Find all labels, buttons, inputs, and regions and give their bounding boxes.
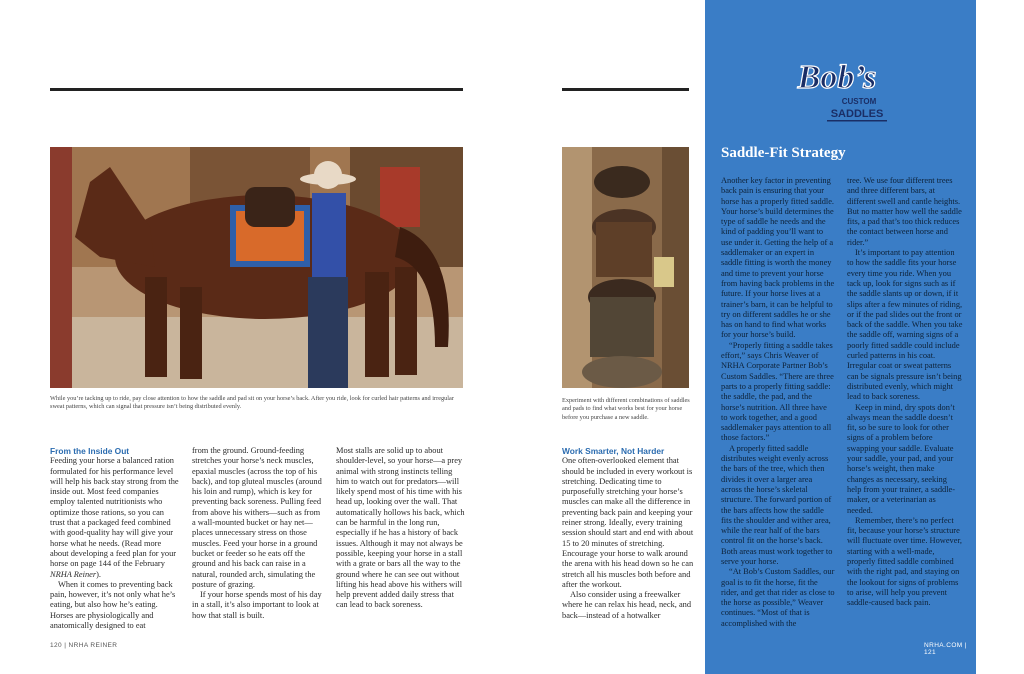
paragraph: It’s important to pay attention to how the saddle fits your horse every time you ride. When you tack up, look for signs such as if the saddle slants up or down, if it slips after a few minutes of riding, or if the pad slides out the front or back of the saddle. When you take the saddle off, warning signs of a poorly fitted saddle could include curled patterns in his coat. Irregular coat or sweat patterns can be signals pressure isn’t being distributed evenly, which might lead to back soreness. [847,248,963,402]
saddle-photo-caption: Experiment with different combinations of saddles and pads to find what works best for your horse before you purchase a new saddle. [562,397,690,421]
section-heading-inside-out: From the Inside Out [50,446,130,456]
paragraph: If your horse spends most of his day in a stall, it’s also important to look at how that stall is built. [192,590,322,620]
article-column-1 [50,446,180,631]
article-column-3 [336,446,466,611]
logo-underline [827,120,887,122]
paragraph: One often-overlooked element that should be included in every workout is stretching. Dedicating time to purposefully stretching your horse’s muscles can make all the difference in preventing back pain and keeping your reiner strong. Ideally, every training session should start and end with about 15 to 20 minutes of stretching. Encourage your horse to walk around the arena with his head down so he can stretch all his muscles both before and after the workout. [562,456,694,589]
paragraph: Also consider using a freewalker where he can relax his head, neck, and back—instead of a hotwalker [562,590,692,620]
logo-custom: CUSTOM [841,97,877,106]
top-rule-left [50,88,463,91]
horse-photo-illustration [50,147,463,388]
article-column-4 [562,446,694,621]
horse-saddling-photo [50,147,463,388]
saddle-photo-illustration [562,147,689,388]
magazine-reference: NRHA Reiner [50,569,97,579]
paragraph: “Properly fitting a saddle takes effort,” says Chris Weaver of NRHA Corporate Partner Bob’s Custom Saddles. “There are three parts to a properly fitting saddle: the saddle, the pad, and the horse’s nutrition. All three have to work together, and a good saddlemaker pays attention to all those factors.” [721,340,834,443]
paragraph: from the ground. Ground-feeding stretches your horse’s neck muscles, epaxial muscles (across the top of his back), and top gluteal muscles (around his loin and rump), which is key for preventing back soreness. Pulling feed from above his withers—such as from a wall-mounted bucket or hay net—places unnecessary stress on those muscles. Feed your horse in a ground bucket or feeder so he eats off the ground and his back can raise in a natural, rounded arch, simulating the posture of grazing. [192,446,322,589]
paragraph: Keep in mind, dry spots don’t always mean the saddle doesn’t fit, so be sure to look for other signs of a problem before swapping your saddle. Evaluate your saddle, your pad, and your horse’s weight, then make changes as necessary, seeking help from your trainer, a saddle-maker, or a veterinarian as needed. [847,402,956,515]
sidebar-column-1 [721,176,835,629]
article-column-2 [192,446,324,621]
paragraph: Most stalls are solid up to about shoulder-level, so your horse—a prey animal with strong instincts telling him to watch out for predators—will likely spend most of his time with his head up, looking over the wall. That automatically hollows his back, which can be harmful in the long run, especially if he has a history of back issues. Although it may not always be possible, keeping your horse in a stall with a grate or bars all the way to the ground where he can see out without lifting his head above his withers will help prevent added daily stress that can lead to back soreness. [336,446,465,610]
sidebar-title: Saddle-Fit Strategy [721,145,846,161]
paragraph: When it comes to preventing back pain, however, it’s not only what he’s eating, but also how he’s eating. Horses are physiologically and anatomically designed to eat [50,579,176,631]
logo-wordmark: Bob’s [797,59,877,96]
left-page-folio: 120 | NRHA REINER [50,642,118,649]
section-heading-work-smarter: Work Smarter, Not Harder [562,446,665,456]
right-page-folio: NRHA.COM | 121 [924,642,967,656]
top-rule-right [562,88,689,91]
bobs-custom-saddles-logo [787,52,887,127]
sidebar-column-2 [847,176,963,608]
paragraph-text: ). [96,569,102,579]
saddle-fit-sidebar [705,0,976,674]
paragraph: Remember, there’s no perfect fit, because your horse’s structure will fluctuate over time. However, starting with a well-made, properly fitted saddle combined with the right pad, and staying on the lookout for signs of problems to arise, will help you prevent saddle-caused back pain. [847,515,963,608]
horse-photo-caption: While you’re tacking up to ride, pay close attention to how the saddle and pad sit on your horse’s back. After you ride, look for curled hair patterns and irregular sweat patterns, which can signal that pressure isn’t being distributed evenly. [50,395,454,411]
paragraph-text: Feeding your horse a balanced ration formulated for his performance level will help his back stay strong from the inside out. Most feed companies employ talented nutritionists who optimize those rations, so you can trust that a packaged feed combined with good-quality hay will give your horse what he needs. (Read more about developing a feed plan for your horse on page 144 of the February [50,456,179,569]
paragraph: tree. We use four different trees and three different bars, at different swell and cantle heights. But no matter how well the saddle fits, a pad that’s too thick reduces the contact between horse and rider.” [847,176,962,247]
paragraph: Another key factor in preventing back pain is ensuring that your horse has a properly fitted saddle. Your horse’s build determines the type of saddle he needs and the kind of padding you’ll want to use under it. Getting the help of a saddlemaker or an expert in saddle fitting is worth the money and time to prevent your horse from having back problems in the future. If your horse lives at a trainer’s barn, it can be helpful to try on different saddles he or she has on hand to find what works for your horse’s build. [721,176,835,340]
paragraph: A properly fitted saddle distributes weight evenly across the bars of the tree, which then divides it over a larger area across the horse’s skeletal structure. The forward portion of the bars affects how the saddle fits the shoulder and wither area, while the rear half of the bars control fit on the horse’s back. Both areas must work together to serve your horse. [721,443,833,566]
paragraph [50,456,180,580]
saddle-rack-photo [562,147,689,388]
paragraph: “At Bob’s Custom Saddles, our goal is to fit the horse, fit the rider, and get that rider as close to the horse as possible,” Weaver continues. “Most of that is accomplished with the [721,567,835,628]
logo-saddles: SADDLES [830,108,884,120]
